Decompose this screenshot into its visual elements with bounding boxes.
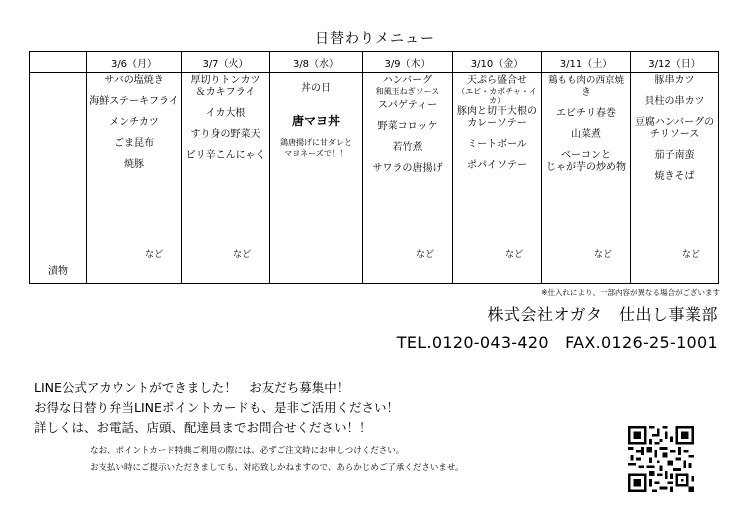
header-date: 3/8（水） (270, 52, 363, 73)
day-cell-thu (363, 73, 453, 284)
nado-label: など (593, 250, 612, 260)
menu-item: 丼の日 (301, 83, 331, 94)
menu-item-sub: （エビ・カボチャ・イカ） (457, 87, 537, 105)
menu-item: カレーソテー (467, 118, 527, 129)
company-name: 株式会社オガタ 仕出し事業部 (487, 305, 718, 324)
day-cell-mon (87, 73, 182, 284)
menu-item: ピリ辛こんにゃく (185, 150, 266, 161)
header-date: 3/10（金） (453, 52, 542, 73)
menu-item: エビチリ春巻 (556, 108, 616, 119)
header-corner (30, 52, 87, 73)
menu-table (29, 51, 719, 284)
day-cell-wed (270, 73, 363, 284)
day-cell-tue (182, 73, 270, 284)
menu-item-featured: 唐マヨ丼 (291, 114, 340, 128)
menu-title: 日替わりメニュー (315, 31, 435, 47)
menu-note: 鶏唐揚げに甘ダレと (280, 138, 352, 147)
menu-item: 茄子南蛮 (654, 150, 695, 161)
table-header-row (30, 52, 719, 73)
pickle-cell (30, 73, 87, 284)
note-line: なお、ポイントカード特典ご利用の際には、必ずご注文時にお申しつけください。 (90, 446, 405, 456)
menu-item: ポパイソテー (467, 160, 527, 171)
table-body-row (30, 73, 719, 284)
point-card-notes (90, 443, 464, 477)
header-date: 3/9（木） (363, 52, 453, 73)
menu-item: じゃが芋の炒め物 (546, 162, 626, 173)
header-date: 3/6（月） (87, 52, 182, 73)
menu-item: ごま昆布 (114, 138, 154, 149)
menu-item: スパゲティー (377, 100, 438, 111)
day-cell-sun (631, 73, 719, 284)
menu-item: 豚串カツ (654, 75, 695, 86)
menu-item: 豆腐ハンバーグの (634, 117, 715, 128)
menu-item-sub: 和風玉ねぎソース (375, 87, 440, 96)
qr-code-icon[interactable] (628, 426, 694, 492)
menu-item: ベーコンと (561, 150, 611, 161)
nado-label: など (415, 250, 434, 260)
menu-item: 若竹煮 (392, 142, 423, 153)
nado-label: など (232, 250, 251, 260)
menu-item: サワラの唐揚げ (372, 163, 443, 174)
menu-item: ミートボール (467, 139, 527, 150)
menu-item: イカ大根 (205, 108, 246, 119)
menu-item: ＆カキフライ (195, 87, 256, 98)
header-date: 3/7（火） (182, 52, 270, 73)
promo-line: 詳しくは、お電話、店頭、配達員までお問合せください！！ (34, 420, 372, 435)
contact-numbers: TEL.0120-043-420 FAX.0126-25-1001 (396, 333, 718, 352)
menu-item: 焼きそば (654, 171, 695, 182)
menu-item: ハンバーグ (382, 75, 433, 86)
promo-line: お得な日替り弁当LINEポイントカードも、是非ご活用ください！ (34, 400, 400, 415)
nado-label: など (681, 250, 700, 260)
supply-notice: ※仕入れにより、一部内容が異なる場合がございます (541, 288, 720, 297)
menu-item: 焼豚 (124, 159, 144, 170)
menu-note: マヨネーズで！！ (284, 149, 348, 158)
menu-item: 貝柱の串カツ (644, 96, 705, 107)
pickle-label: 漬物 (48, 266, 68, 277)
note-line: お支払い時にご提示いただきましても、対応致しかねますので、あらかじめご了承くださいませ。 (90, 463, 464, 473)
menu-item: すり身の野菜天 (190, 129, 261, 140)
menu-item: 豚肉と切干大根の (457, 106, 537, 117)
day-cell-fri (453, 73, 542, 284)
header-date: 3/12（日） (631, 52, 719, 73)
menu-item: サバの塩焼き (104, 75, 164, 86)
nado-label: など (504, 250, 523, 260)
menu-item: 野菜コロッケ (377, 121, 438, 132)
promo-line: LINE公式アカウントができました！ お友だち募集中！ (34, 380, 350, 395)
menu-item: 鶏もも肉の西京焼き (547, 75, 624, 98)
header-date: 3/11（土） (542, 52, 631, 73)
menu-item: 天ぷら盛合せ (467, 75, 527, 86)
day-cell-sat (542, 73, 631, 284)
menu-item: 厚切りトンカツ (190, 75, 261, 86)
menu-item: 山菜煮 (571, 129, 601, 140)
nado-label: など (144, 250, 163, 260)
line-promo (34, 378, 399, 438)
menu-item: メンチカツ (109, 117, 159, 128)
menu-item: 海鮮ステーキフライ (89, 96, 179, 107)
menu-item: チリソース (649, 129, 700, 140)
